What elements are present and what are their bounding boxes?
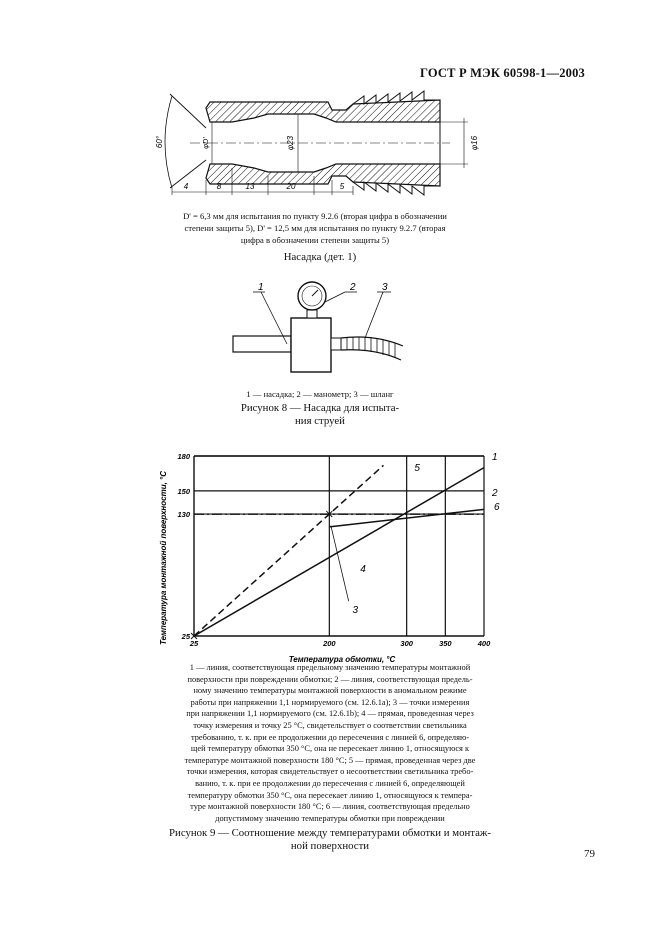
figure-8-caption-line: ния струей [295, 415, 345, 427]
series-line-5 [194, 468, 484, 636]
y-tick-label: 180 [177, 452, 190, 461]
nozzle-note-line: D' = 6,3 мм для испытания по пункту 9.2.6 (вторая цифра в обозначении [183, 211, 447, 221]
marker-label-3: 3 [352, 604, 359, 616]
nozzle-caption: Насадка (дет. 1) [283, 251, 357, 263]
figure-8-caption [200, 402, 440, 428]
series-label-4: 4 [360, 564, 366, 576]
legend-line: работы при напряжении 1,1 нормируемого (см. 12.6.1а); 3 — точки измерения [190, 697, 470, 707]
series-label-5: 5 [414, 463, 420, 475]
series-label-1: 1 [492, 452, 498, 463]
series-label-6: 6 [494, 502, 500, 514]
y-tick-label: 150 [177, 486, 190, 496]
chart-labels [177, 452, 500, 648]
hose [341, 337, 403, 346]
dim-5: 5 [339, 182, 345, 191]
angle-line-top [170, 94, 206, 128]
label-2: 2 [350, 282, 356, 293]
figure-8-drawing [225, 278, 415, 374]
dim-d23: φ23 [286, 135, 295, 151]
nozzle-pipe [233, 336, 291, 352]
nozzle-drawing [150, 88, 490, 200]
marker-leader [331, 526, 349, 601]
label-3: 3 [382, 282, 388, 293]
page-number: 79 [584, 848, 595, 860]
nozzle-wall-bottom [206, 164, 440, 186]
body-block [291, 318, 331, 372]
nozzle-wall-top [206, 100, 440, 122]
figure-8-legend: 1 — насадка; 2 — манометр; 3 — шланг [246, 389, 394, 399]
series-label-2: 2 [492, 488, 498, 500]
standard-header: ГОСТ Р МЭК 60598-1—2003 [420, 66, 585, 80]
nozzle-note [150, 210, 480, 246]
nozzle-note-line: цифра в обозначении степени защиты 5) [240, 235, 390, 245]
y-tick-label: 25 [181, 632, 190, 641]
figure-9-legend [150, 662, 510, 824]
legend-line: туре монтажной поверхности 180 °С; 6 — линия, соответствующая предельно [190, 802, 470, 812]
dim-d-prime: φD' [201, 137, 210, 149]
x-tick-label: 300 [400, 639, 413, 648]
dim-angle: 60° [155, 135, 164, 149]
legend-line: требованию, т. к. при ее продолжении до пересечения с линией 6, определяю- [190, 732, 470, 742]
legend-line: точки измерения, которая свидетельствует о несоответствии светильника требо- [186, 767, 474, 777]
legend-line: ному значению температуры монтажной поверхности в аномальном режиме [193, 686, 467, 696]
dim-4: 4 [183, 182, 189, 191]
temperature-chart [152, 438, 502, 670]
legend-line: ванию, т. к. при ее продолжении до пересечения с линией 6, определяющей [195, 778, 465, 788]
figure-9-caption-line: ной поверхности [290, 840, 370, 852]
legend-line: 1 — линия, соответствующая предельному значению температуры монтажной [189, 663, 471, 672]
dim-20: 20 [286, 182, 296, 191]
legend-line: температуре монтажной поверхности 180 °С; 5 — прямая, проведенная через две [184, 755, 476, 765]
x-tick-label: 400 [477, 639, 491, 648]
x-tick-label: 350 [439, 639, 452, 648]
x-axis-label: Температура обмотки, °C [288, 655, 396, 664]
x-tick-label: 25 [189, 639, 199, 648]
figure-9-caption [150, 827, 510, 853]
y-tick-label: 130 [177, 510, 190, 520]
dim-8: 8 [216, 182, 222, 191]
legend-line: при напряжении 1,1 нормируемого (см. 12.6.1b); 4 — прямая, проведенная через [186, 709, 474, 719]
legend-line: поверхности при повреждении обмотки; 2 — линия, соответствующая предель- [187, 674, 473, 684]
figure-9-caption-line: Рисунок 9 — Соотношение между температурами обмотки и монтаж- [169, 827, 491, 839]
label-1: 1 [258, 282, 264, 293]
y-axis-label: Температура монтажной поверхности, °C [159, 470, 168, 646]
angle-arc [165, 96, 172, 188]
dim-13: 13 [245, 182, 255, 191]
legend-line: щей температуру обмотки 350 °С, она не пересекает линию 1, относящуюся к [190, 744, 470, 754]
x-tick-label: 200 [323, 639, 336, 648]
dim-d16: φ16 [470, 135, 479, 151]
legend-line: точку измерения и точку 25 °С, свидетельствует о соответствии светильника [193, 720, 467, 730]
legend-line: допустимому значению температуры обмотки при повреждении [215, 813, 445, 823]
chart-series [191, 456, 484, 639]
nozzle-note-line: степени защиты 5), D' = 12,5 мм для испытания по пункту 9.2.7 (вторая [184, 223, 446, 233]
legend-line: температуру обмотки 350 °С, она пересекает линию 1, относящуюся к темпера- [187, 790, 473, 800]
chart-grid [194, 456, 484, 636]
figure-8-caption-line: Рисунок 8 — Насадка для испыта- [240, 402, 400, 414]
